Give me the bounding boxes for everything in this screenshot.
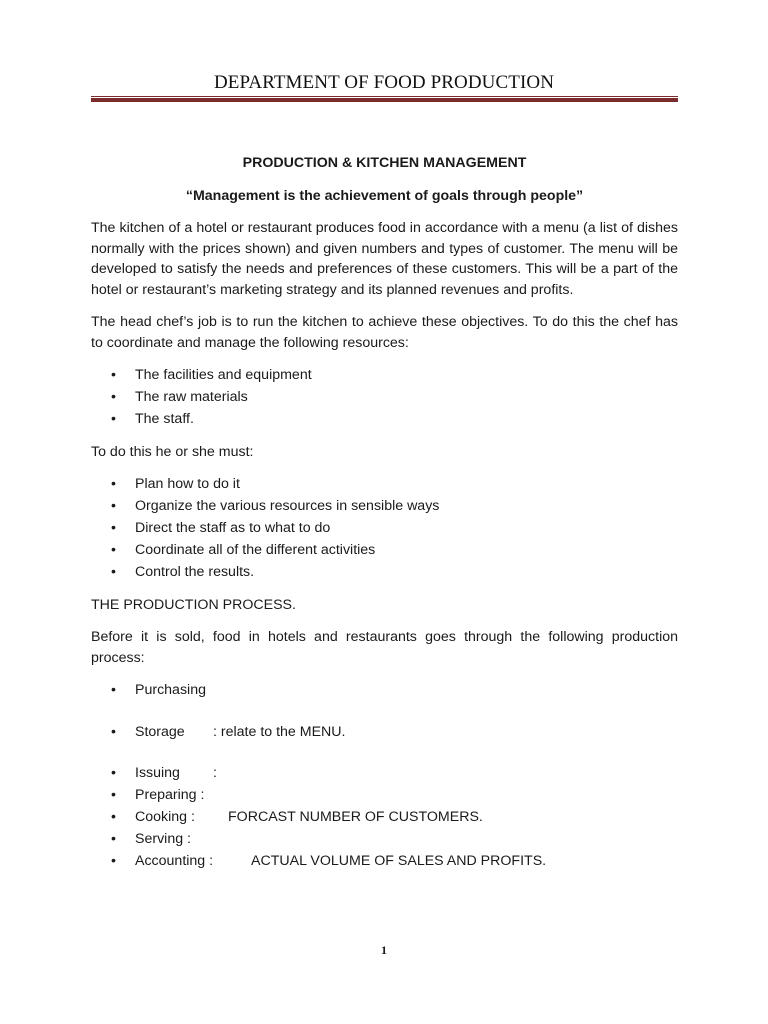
- step-note: ACTUAL VOLUME OF SALES AND PROFITS.: [251, 853, 547, 869]
- section-title: PRODUCTION & KITCHEN MANAGEMENT: [242, 155, 527, 171]
- resources-list: [91, 365, 678, 430]
- list-item: [91, 409, 678, 430]
- step-term: Cooking :: [135, 809, 195, 825]
- process-steps-list: [91, 680, 678, 872]
- list-item: [91, 829, 678, 850]
- process-heading: THE PRODUCTION PROCESS.: [91, 596, 296, 613]
- list-item-text: Coordinate all of the different activities: [135, 542, 376, 558]
- list-item-text: Organize the various resources in sensible ways: [135, 498, 440, 514]
- step-term: Issuing: [135, 765, 180, 781]
- must-paragraph: To do this he or she must:: [91, 443, 254, 460]
- list-item-text: The raw materials: [135, 389, 248, 405]
- bullet-icon: •: [111, 542, 116, 558]
- bullet-icon: •: [111, 765, 116, 781]
- header-rule-thin: [91, 96, 678, 97]
- document-body: [91, 153, 678, 884]
- list-item: [91, 518, 678, 539]
- list-item: [91, 763, 678, 784]
- bullet-icon: •: [111, 411, 116, 427]
- page-number: 1: [381, 943, 387, 957]
- head-chef-paragraph: The head chef’s job is to run the kitchen to achieve these objectives. To do this the chef has to coordinate and manage the following resources:: [91, 314, 678, 351]
- list-item-text: Plan how to do it: [135, 476, 240, 492]
- list-item: [91, 387, 678, 408]
- list-item-text: The staff.: [135, 411, 194, 427]
- bullet-icon: •: [111, 498, 116, 514]
- bullet-icon: •: [111, 389, 116, 405]
- step-note: : relate to the MENU.: [213, 723, 346, 740]
- intro-paragraph: The kitchen of a hotel or restaurant produces food in accordance with a menu (a list of dishes normally with the prices shown) and given numbers and types of customer. The menu will be developed to satisfy the needs and preferences of these customers. This will be a part of the hotel or restaurant’s marketing strategy and its planned revenues and profits.: [91, 220, 678, 298]
- bullet-icon: •: [111, 831, 116, 847]
- bullet-icon: •: [111, 723, 116, 740]
- step-term: Accounting :: [135, 853, 214, 869]
- step-note: FORCAST NUMBER OF CUSTOMERS.: [228, 809, 483, 825]
- list-item: [91, 680, 678, 701]
- tasks-list: [91, 474, 678, 583]
- list-item: [91, 474, 678, 495]
- list-item-text: Control the results.: [135, 564, 255, 580]
- bullet-icon: •: [111, 520, 116, 536]
- step-term: Purchasing: [135, 682, 206, 698]
- list-item: [91, 540, 678, 561]
- list-item: [91, 785, 678, 806]
- bullet-icon: •: [111, 682, 116, 698]
- page-header-title: DEPARTMENT OF FOOD PRODUCTION: [213, 72, 555, 93]
- process-intro-paragraph: Before it is sold, food in hotels and restaurants goes through the following production process:: [91, 629, 678, 666]
- header-rule-thick: [91, 98, 678, 102]
- list-item: [91, 851, 678, 872]
- bullet-icon: •: [111, 564, 116, 580]
- step-note: :: [213, 765, 217, 781]
- list-item: [91, 562, 678, 583]
- section-quote: “Management is the achievement of goals through people”: [185, 187, 584, 204]
- step-term: Storage: [135, 723, 185, 740]
- bullet-icon: •: [111, 787, 116, 803]
- bullet-icon: •: [111, 367, 116, 383]
- list-item: [91, 722, 678, 743]
- step-term: Preparing :: [135, 787, 205, 803]
- bullet-icon: •: [111, 809, 116, 825]
- list-item: [91, 807, 678, 828]
- list-item-text: The facilities and equipment: [135, 367, 312, 383]
- bullet-icon: •: [111, 476, 116, 492]
- bullet-icon: •: [111, 853, 116, 869]
- list-item-text: Direct the staff as to what to do: [135, 520, 331, 536]
- step-term: Serving :: [135, 831, 191, 847]
- list-item: [91, 365, 678, 386]
- list-item: [91, 496, 678, 517]
